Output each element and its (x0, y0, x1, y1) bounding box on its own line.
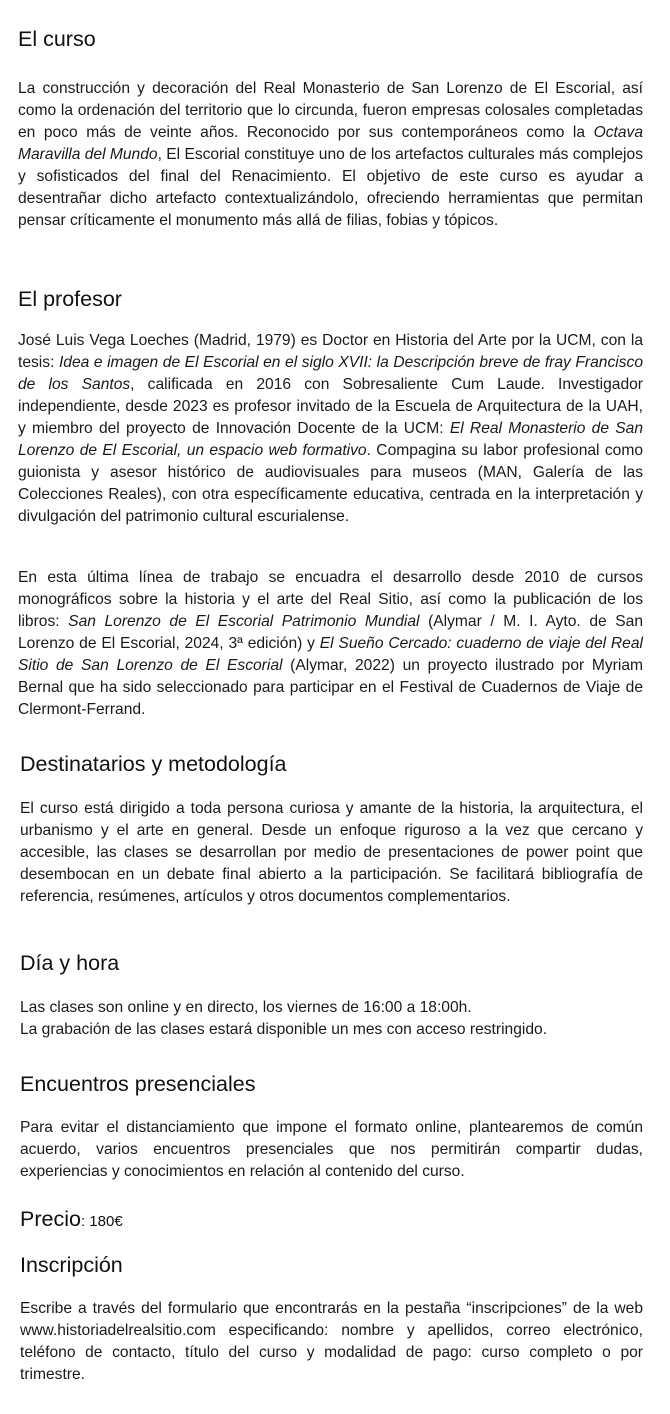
price-line (20, 1206, 643, 1235)
section-heading-profesor: El profesor (18, 287, 122, 311)
curso-paragraph: La construcción y decoración del Real Monasterio de San Lorenzo de El Escorial, así como la ordenación del territorio que lo circunda, fueron empresas colosales completadas en poco más de veinte años. Reconocido por sus contemporáneos como la Octava Maravilla del Mundo, El Escorial constituye uno de los artefactos culturales más complejos y sofisticados del final del Renacimiento. El objetivo de este curso es ayudar a desentrañar dicho artefacto contextualizándolo, ofreciendo herramientas que permitan pensar críticamente el monumento más allá de filias, fobias y tópicos. (18, 80, 643, 229)
dia-line-2: La grabación de las clases estará disponible un mes con acceso restringido. (20, 1021, 548, 1038)
profesor-paragraph-2: En esta última línea de trabajo se encuadra el desarrollo desde 2010 de cursos monográficos sobre la historia y el arte del Real Sitio, así como la publicación de los libros: San Lorenzo de El Escorial Patrimonio Mundial (Alymar / M. I. Ayto. de San Lorenzo de El Escorial, 2024, 3ª edición) y El Sueño Cercado: cuaderno de viaje del Real Sitio de San Lorenzo de El Escorial (Alymar, 2022) un proyecto ilustrado por Myriam Bernal que ha sido seleccionado para participar en el Festival de Cuadernos de Viaje de Clermont-Ferrand. (18, 569, 643, 718)
destinatarios-paragraph: El curso está dirigido a toda persona curiosa y amante de la historia, la arquitectura, el urbanismo y el arte en general. Desde un enfoque riguroso a la vez que cercano y accesible, las clases se desarrollan por medio de presentaciones de power point que desembocan en un debate final abierto a la participación. Se facilitará bibliografía de referencia, resúmenes, artículos y otros documentos complementarios. (20, 800, 643, 905)
dia-paragraph (20, 997, 643, 1041)
price-label: Precio (20, 1207, 81, 1231)
section-heading-encuentros: Encuentros presenciales (20, 1072, 256, 1096)
dia-line-1: Las clases son online y en directo, los viernes de 16:00 a 18:00h. (20, 999, 472, 1016)
section-heading-destinatarios: Destinatarios y metodología (20, 752, 287, 776)
encuentros-paragraph: Para evitar el distanciamiento que impone el formato online, plantearemos de común acuerdo, varios encuentros presenciales que nos permitirán compartir dudas, experiencias y conocimientos en relación al contenido del curso. (20, 1119, 643, 1180)
profesor-paragraph-1: José Luis Vega Loeches (Madrid, 1979) es Doctor en Historia del Arte por la UCM, con la tesis: Idea e imagen de El Escorial en el siglo XVII: la Descripción breve de fray Francisco de los Santos, calificada en 2016 con Sobresaliente Cum Laude. Investigador independiente, desde 2023 es profesor invitado de la Escuela de Arquitectura de la UAH, y miembro del proyecto de Innovación Docente de la UCM: El Real Monasterio de San Lorenzo de El Escorial, un espacio web formativo. Compagina su labor profesional como guionista y asesor histórico de audiovisuales para museos (MAN, Galería de las Colecciones Reales), con otra específicamente educativa, centrada en la interpretación y divulgación del patrimonio cultural escurialense. (18, 332, 644, 525)
section-heading-dia: Día y hora (20, 951, 120, 975)
section-heading-curso: El curso (18, 27, 96, 51)
inscripcion-paragraph: Escribe a través del formulario que encontrarás en la pestaña “inscripciones” de la web www.historiadelrealsitio.com especificando: nombre y apellidos, correo electrónico, teléfono de contacto, título del curso y modalidad de pago: curso completo o por trimestre. (20, 1300, 643, 1383)
price-value: : 180€ (80, 1213, 123, 1230)
section-heading-inscripcion: Inscripción (20, 1253, 123, 1277)
